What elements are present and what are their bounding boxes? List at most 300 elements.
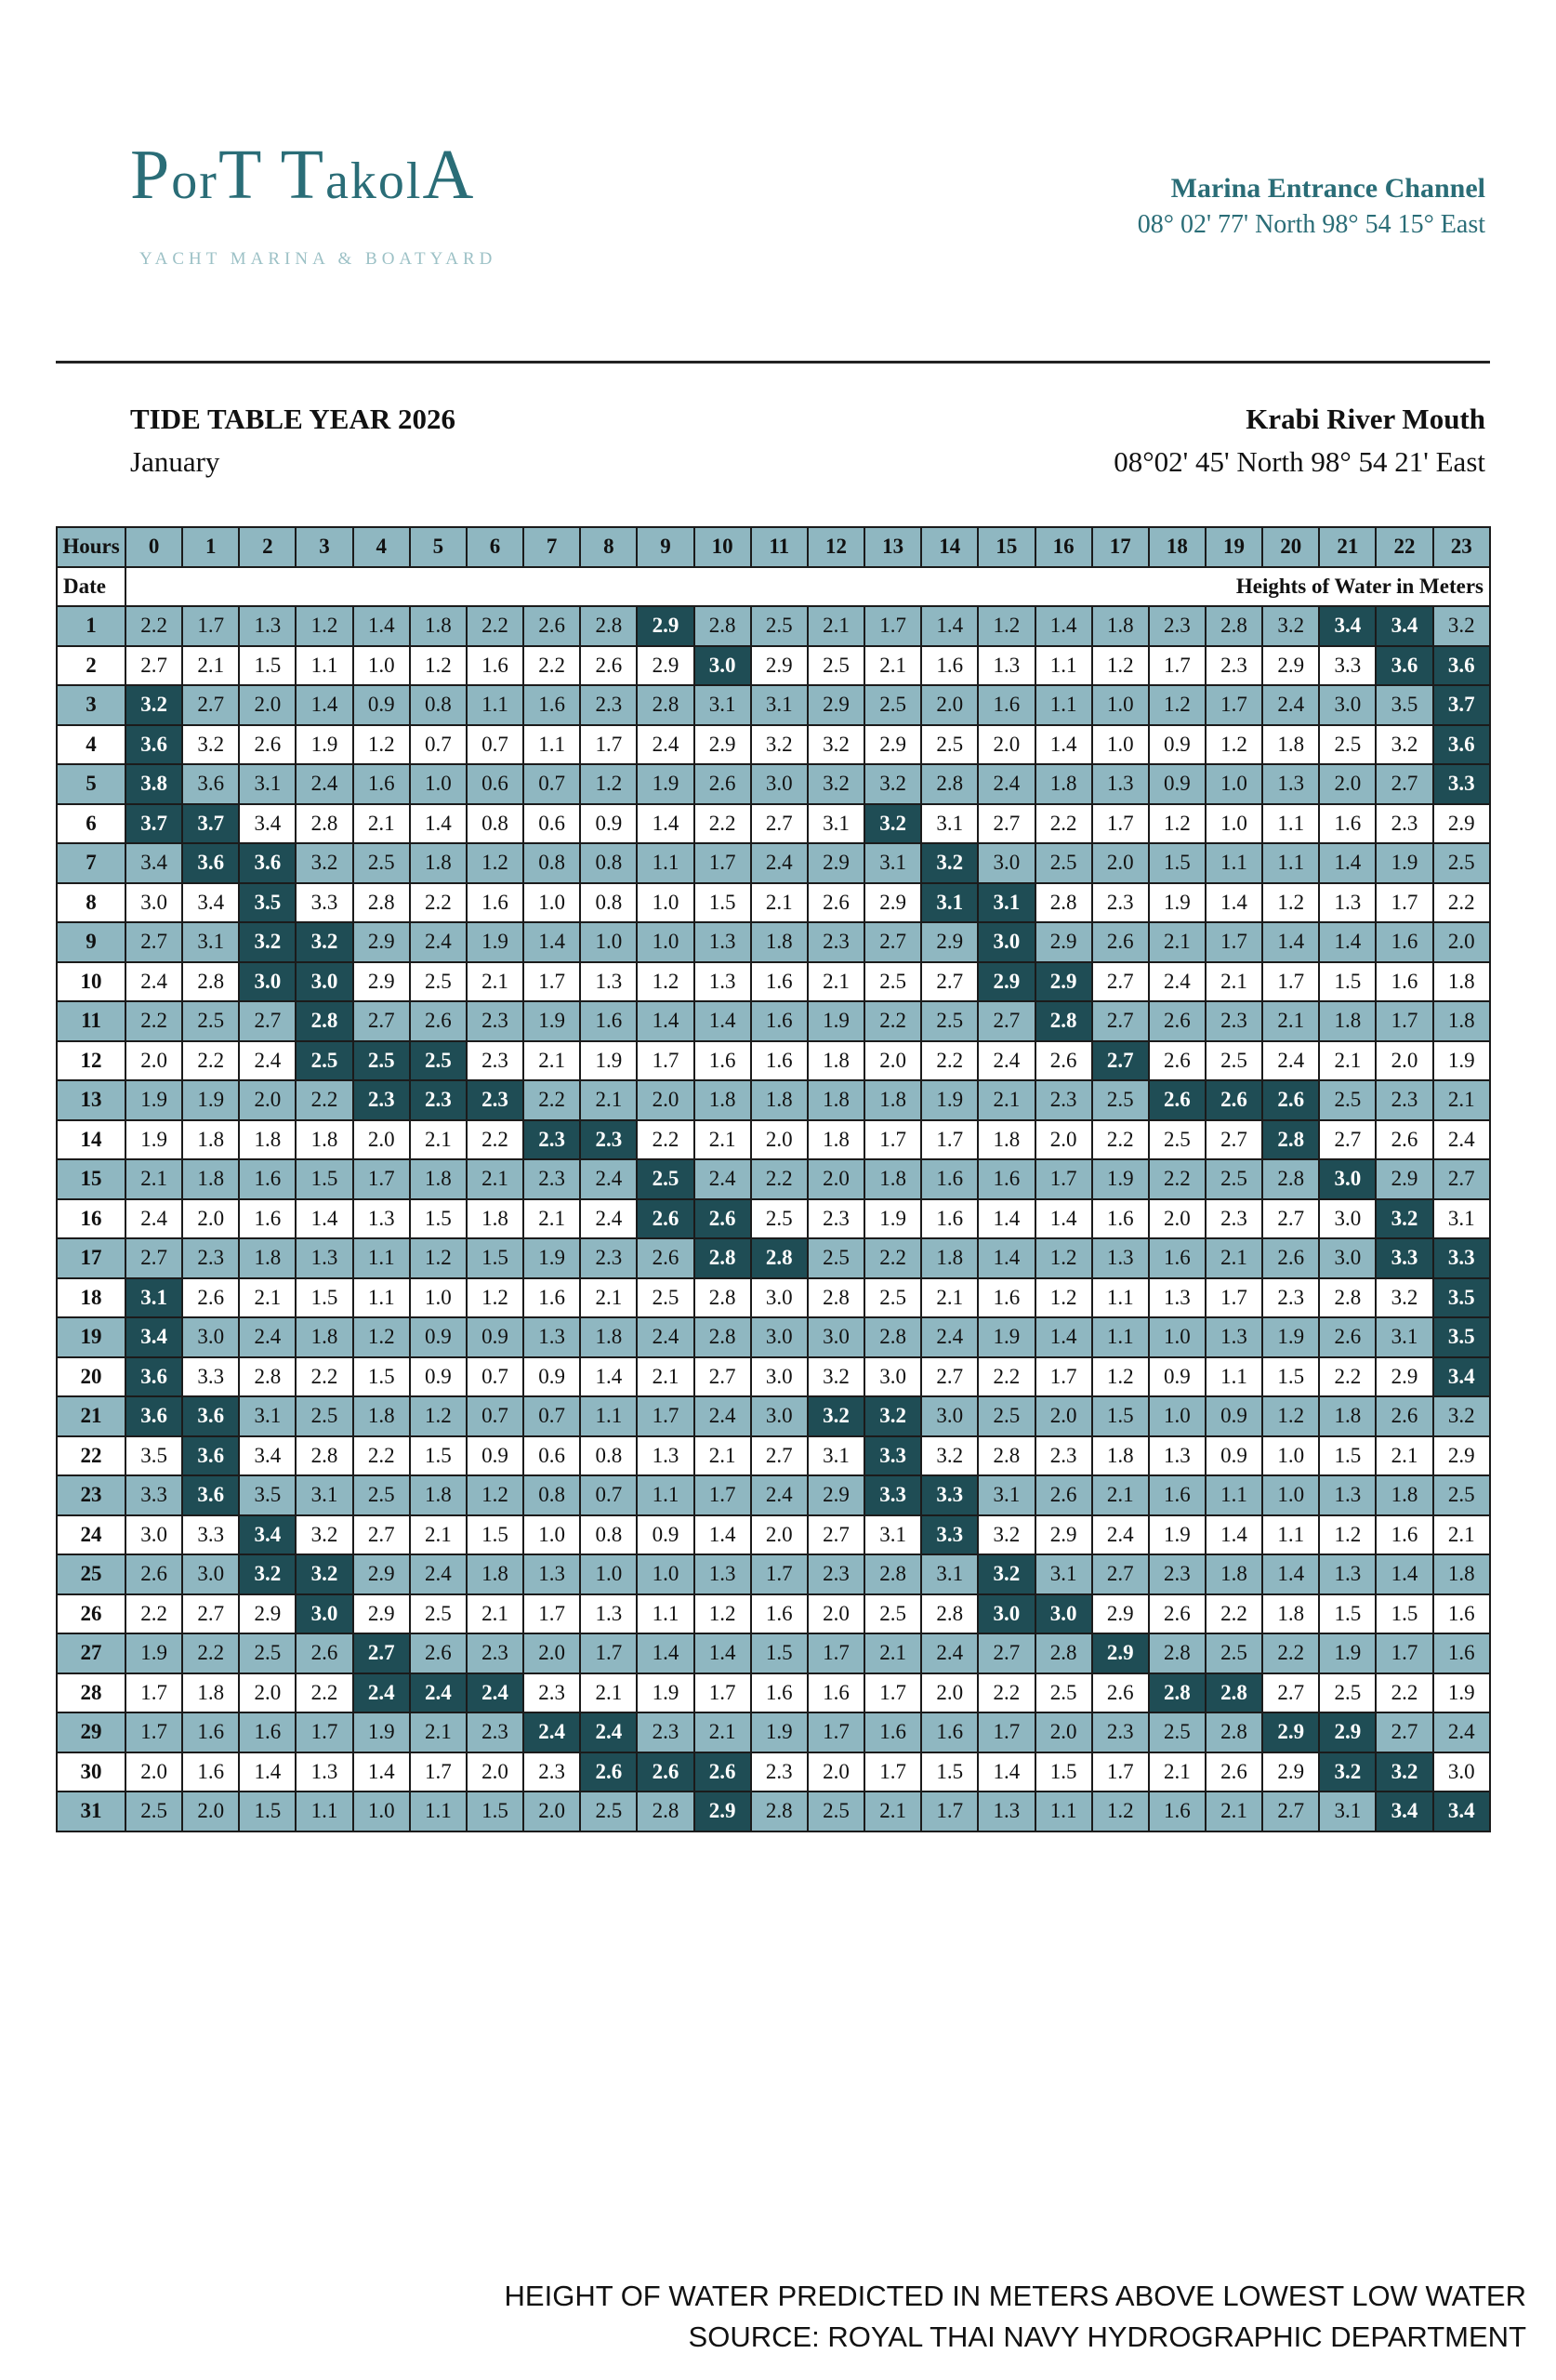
- tide-height-cell: 3.4: [1433, 1792, 1490, 1831]
- tide-height-cell: 3.0: [864, 1357, 921, 1397]
- tide-height-cell: 3.2: [864, 764, 921, 804]
- tide-height-cell: 2.2: [978, 1357, 1035, 1397]
- tide-height-cell: 1.7: [1206, 922, 1262, 962]
- tide-height-cell: 2.1: [523, 1199, 580, 1239]
- tide-height-cell: 2.5: [864, 1594, 921, 1634]
- tide-height-cell: 2.9: [1262, 646, 1319, 686]
- tide-height-cell: 2.9: [1319, 1712, 1376, 1752]
- tide-height-cell: 1.8: [1433, 1554, 1490, 1594]
- date-cell: 27: [57, 1633, 125, 1673]
- tide-height-cell: 2.7: [1376, 1712, 1432, 1752]
- tide-height-cell: 3.2: [978, 1554, 1035, 1594]
- tide-height-cell: 1.6: [1433, 1633, 1490, 1673]
- tide-height-cell: 2.5: [864, 962, 921, 1002]
- table-row: [57, 1120, 1490, 1160]
- tide-height-cell: 2.1: [580, 1278, 637, 1318]
- tide-height-cell: 3.1: [1319, 1792, 1376, 1831]
- tide-height-cell: 2.2: [751, 1159, 808, 1199]
- tide-height-cell: 3.8: [125, 764, 182, 804]
- tide-height-cell: 1.1: [1092, 1278, 1149, 1318]
- tide-height-cell: 3.0: [921, 1396, 978, 1436]
- hour-header: 16: [1035, 527, 1092, 567]
- table-row: [57, 962, 1490, 1002]
- tide-height-cell: 2.1: [864, 1633, 921, 1673]
- tide-height-cell: 2.2: [296, 1673, 352, 1713]
- tide-height-cell: 2.2: [864, 1001, 921, 1041]
- tide-height-cell: 1.2: [1149, 685, 1206, 725]
- tide-height-cell: 1.8: [751, 1080, 808, 1120]
- tide-height-cell: 1.2: [1035, 1238, 1092, 1278]
- tide-height-cell: 1.0: [1149, 1317, 1206, 1357]
- tide-height-cell: 1.1: [296, 646, 352, 686]
- tide-height-cell: 2.2: [523, 646, 580, 686]
- tide-height-cell: 1.7: [1262, 962, 1319, 1002]
- logo-tagline: YACHT MARINA & BOATYARD: [139, 249, 497, 269]
- tide-height-cell: 1.1: [296, 1792, 352, 1831]
- tide-height-cell: 2.4: [978, 764, 1035, 804]
- tide-height-cell: 1.2: [467, 843, 523, 883]
- tide-height-cell: 2.3: [1149, 1554, 1206, 1594]
- tide-height-cell: 2.7: [978, 1633, 1035, 1673]
- tide-height-cell: 2.2: [1149, 1159, 1206, 1199]
- tide-height-cell: 2.9: [808, 685, 864, 725]
- tide-height-cell: 3.0: [182, 1554, 239, 1594]
- tide-height-cell: 1.2: [296, 606, 352, 646]
- table-row: [57, 685, 1490, 725]
- tide-height-cell: 2.7: [1092, 1041, 1149, 1081]
- tide-height-cell: 1.3: [1319, 883, 1376, 923]
- table-row: [57, 1436, 1490, 1476]
- location-block: [1114, 403, 1485, 479]
- tide-height-cell: 1.7: [1206, 1278, 1262, 1318]
- tide-height-cell: 1.8: [296, 1317, 352, 1357]
- tide-height-cell: 2.6: [239, 725, 296, 765]
- tide-height-cell: 2.5: [751, 606, 808, 646]
- tide-height-cell: 1.8: [1092, 606, 1149, 646]
- tide-height-cell: 1.8: [296, 1120, 352, 1160]
- tide-height-cell: 1.7: [808, 1633, 864, 1673]
- tide-height-cell: 2.3: [1262, 1278, 1319, 1318]
- tide-height-cell: 2.6: [580, 1752, 637, 1792]
- tide-height-cell: 2.9: [1035, 922, 1092, 962]
- tide-height-cell: 2.9: [978, 962, 1035, 1002]
- tide-height-cell: 2.1: [410, 1515, 467, 1555]
- table-row: [57, 922, 1490, 962]
- tide-height-cell: 1.6: [921, 1159, 978, 1199]
- hour-header: 10: [694, 527, 751, 567]
- tide-height-cell: 2.4: [523, 1712, 580, 1752]
- tide-height-cell: 2.7: [1092, 1554, 1149, 1594]
- tide-height-cell: 1.7: [694, 1475, 751, 1515]
- tide-height-cell: 2.6: [1035, 1041, 1092, 1081]
- tide-height-cell: 2.6: [1092, 1673, 1149, 1713]
- tide-height-cell: 2.8: [1319, 1278, 1376, 1318]
- tide-height-cell: 1.5: [1319, 962, 1376, 1002]
- tide-height-cell: 2.5: [1035, 1673, 1092, 1713]
- tide-height-cell: 1.7: [694, 1673, 751, 1713]
- tide-height-cell: 1.4: [523, 922, 580, 962]
- tide-height-cell: 2.3: [523, 1159, 580, 1199]
- tide-height-cell: 1.4: [1035, 1199, 1092, 1239]
- tide-height-cell: 2.3: [353, 1080, 410, 1120]
- tide-height-cell: 1.7: [1149, 646, 1206, 686]
- tide-height-cell: 1.6: [751, 962, 808, 1002]
- tide-height-cell: 0.8: [580, 1515, 637, 1555]
- table-row: [57, 1396, 1490, 1436]
- tide-height-cell: 2.9: [864, 883, 921, 923]
- table-row: [57, 1554, 1490, 1594]
- tide-height-cell: 2.0: [1092, 843, 1149, 883]
- tide-height-cell: 2.9: [1433, 1436, 1490, 1476]
- tide-height-cell: 1.4: [239, 1752, 296, 1792]
- tide-height-cell: 1.3: [296, 1752, 352, 1792]
- tide-height-cell: 2.5: [808, 1238, 864, 1278]
- tide-height-cell: 1.6: [751, 1041, 808, 1081]
- tide-height-cell: 2.4: [751, 843, 808, 883]
- tide-height-cell: 3.2: [751, 725, 808, 765]
- tide-height-cell: 1.5: [410, 1436, 467, 1476]
- tide-height-cell: 1.3: [353, 1199, 410, 1239]
- tide-height-cell: 1.4: [921, 606, 978, 646]
- date-cell: 14: [57, 1120, 125, 1160]
- tide-height-cell: 3.1: [978, 883, 1035, 923]
- tide-height-cell: 2.4: [921, 1633, 978, 1673]
- tide-height-cell: 2.3: [523, 1752, 580, 1792]
- tide-height-cell: 2.4: [1433, 1712, 1490, 1752]
- tide-height-cell: 3.4: [239, 804, 296, 844]
- tide-height-cell: 2.7: [978, 804, 1035, 844]
- tide-height-cell: 1.8: [1262, 725, 1319, 765]
- tide-height-cell: 3.0: [751, 764, 808, 804]
- tide-height-cell: 2.1: [1319, 1041, 1376, 1081]
- tide-height-cell: 2.6: [694, 1752, 751, 1792]
- tide-height-cell: 3.2: [1433, 606, 1490, 646]
- tide-height-cell: 1.8: [978, 1120, 1035, 1160]
- tide-height-cell: 1.3: [296, 1238, 352, 1278]
- date-cell: 12: [57, 1041, 125, 1081]
- tide-height-cell: 1.8: [182, 1120, 239, 1160]
- tide-height-cell: 2.1: [467, 1159, 523, 1199]
- hour-header: 9: [637, 527, 693, 567]
- tide-height-cell: 2.5: [353, 1475, 410, 1515]
- tide-height-cell: 2.8: [921, 764, 978, 804]
- tide-height-cell: 1.0: [637, 1554, 693, 1594]
- tide-height-cell: 0.9: [410, 1357, 467, 1397]
- tide-height-cell: 3.1: [1376, 1317, 1432, 1357]
- tide-height-cell: 0.7: [523, 1396, 580, 1436]
- tide-height-cell: 3.0: [978, 922, 1035, 962]
- logo-wordmark: PorT TakolA: [130, 136, 476, 214]
- hour-header: 20: [1262, 527, 1319, 567]
- tide-height-cell: 2.8: [978, 1436, 1035, 1476]
- tide-height-cell: 2.3: [1206, 1199, 1262, 1239]
- table-row: [57, 646, 1490, 686]
- tide-height-cell: 2.0: [921, 685, 978, 725]
- tide-height-cell: 0.7: [467, 1396, 523, 1436]
- tide-height-cell: 2.9: [921, 922, 978, 962]
- tide-height-cell: 3.5: [1433, 1278, 1490, 1318]
- tide-height-cell: 1.7: [1035, 1159, 1092, 1199]
- tide-height-cell: 0.7: [467, 725, 523, 765]
- tide-height-cell: 3.1: [921, 804, 978, 844]
- tide-height-cell: 0.9: [467, 1317, 523, 1357]
- tide-height-cell: 3.0: [751, 1317, 808, 1357]
- tide-height-cell: 2.6: [694, 764, 751, 804]
- tide-height-cell: 2.7: [808, 1515, 864, 1555]
- tide-height-cell: 1.6: [580, 1001, 637, 1041]
- tide-height-cell: 2.6: [1149, 1594, 1206, 1634]
- tide-height-cell: 2.0: [239, 1673, 296, 1713]
- tide-height-cell: 1.6: [239, 1159, 296, 1199]
- tide-height-cell: 2.6: [1206, 1752, 1262, 1792]
- tide-height-cell: 1.6: [523, 685, 580, 725]
- tide-height-cell: 3.2: [808, 764, 864, 804]
- hour-header: 6: [467, 527, 523, 567]
- tide-height-cell: 2.8: [694, 1317, 751, 1357]
- tide-height-cell: 2.5: [580, 1792, 637, 1831]
- tide-height-cell: 3.1: [239, 1396, 296, 1436]
- tide-height-cell: 2.7: [125, 1238, 182, 1278]
- tide-height-cell: 2.2: [1376, 1673, 1432, 1713]
- tide-height-cell: 1.6: [1433, 1594, 1490, 1634]
- tide-height-cell: 2.6: [1149, 1041, 1206, 1081]
- tide-height-cell: 3.1: [182, 922, 239, 962]
- date-cell: 31: [57, 1792, 125, 1831]
- tide-height-cell: 2.8: [182, 962, 239, 1002]
- tide-table: [56, 526, 1491, 1832]
- tide-height-cell: 1.5: [467, 1792, 523, 1831]
- tide-height-cell: 0.9: [353, 685, 410, 725]
- table-row: [57, 1278, 1490, 1318]
- tide-height-cell: 2.1: [694, 1712, 751, 1752]
- tide-height-cell: 2.0: [353, 1120, 410, 1160]
- tide-height-cell: 1.7: [864, 1752, 921, 1792]
- tide-height-cell: 2.0: [1035, 1120, 1092, 1160]
- tide-height-cell: 2.0: [182, 1792, 239, 1831]
- tide-height-cell: 1.2: [1262, 883, 1319, 923]
- tide-height-cell: 0.9: [1149, 764, 1206, 804]
- tide-height-cell: 1.3: [1206, 1317, 1262, 1357]
- tide-height-cell: 1.7: [808, 1712, 864, 1752]
- tide-height-cell: 0.6: [523, 1436, 580, 1476]
- tide-height-cell: 2.5: [751, 1199, 808, 1239]
- tide-height-cell: 2.6: [296, 1633, 352, 1673]
- tide-height-cell: 2.6: [637, 1238, 693, 1278]
- tide-height-cell: 3.5: [1376, 685, 1432, 725]
- tide-height-cell: 1.5: [694, 883, 751, 923]
- tide-height-cell: 2.1: [1376, 1436, 1432, 1476]
- tide-height-cell: 3.4: [239, 1436, 296, 1476]
- tide-height-cell: 1.9: [523, 1238, 580, 1278]
- tide-height-cell: 3.2: [808, 1357, 864, 1397]
- hour-header: 0: [125, 527, 182, 567]
- tide-height-cell: 2.6: [1262, 1080, 1319, 1120]
- tide-height-cell: 1.4: [353, 606, 410, 646]
- tide-height-cell: 3.2: [864, 804, 921, 844]
- tide-height-cell: 1.4: [296, 1199, 352, 1239]
- tide-height-cell: 2.7: [125, 922, 182, 962]
- tide-height-cell: 2.2: [353, 1436, 410, 1476]
- tide-height-cell: 2.1: [182, 646, 239, 686]
- table-row: [57, 1673, 1490, 1713]
- tide-height-cell: 1.1: [467, 685, 523, 725]
- date-cell: 4: [57, 725, 125, 765]
- tide-height-cell: 2.8: [1262, 1120, 1319, 1160]
- tide-height-cell: 3.0: [978, 1594, 1035, 1634]
- tide-height-cell: 3.0: [1035, 1594, 1092, 1634]
- tide-height-cell: 1.7: [523, 962, 580, 1002]
- tide-height-cell: 1.0: [410, 1278, 467, 1318]
- tide-height-cell: 1.7: [296, 1712, 352, 1752]
- tide-height-cell: 3.0: [1319, 1238, 1376, 1278]
- tide-height-cell: 1.4: [1035, 606, 1092, 646]
- tide-height-cell: 3.0: [751, 1396, 808, 1436]
- tide-height-cell: 2.7: [921, 1357, 978, 1397]
- tide-height-cell: 2.2: [467, 606, 523, 646]
- tide-height-cell: 1.3: [239, 606, 296, 646]
- tide-height-cell: 1.6: [523, 1278, 580, 1318]
- tide-height-cell: 3.0: [1319, 1159, 1376, 1199]
- tide-height-cell: 1.4: [1376, 1554, 1432, 1594]
- tide-height-cell: 1.2: [467, 1475, 523, 1515]
- tide-height-cell: 2.1: [1092, 1475, 1149, 1515]
- tide-height-cell: 2.9: [1035, 962, 1092, 1002]
- tide-height-cell: 3.0: [125, 1515, 182, 1555]
- table-title-block: [130, 403, 455, 479]
- tide-height-cell: 1.8: [182, 1159, 239, 1199]
- tide-height-cell: 2.5: [410, 962, 467, 1002]
- tide-height-cell: 2.2: [1262, 1633, 1319, 1673]
- tide-height-cell: 2.1: [410, 1712, 467, 1752]
- tide-height-cell: 2.1: [1149, 922, 1206, 962]
- tide-body: [57, 606, 1490, 1831]
- tide-height-cell: 1.2: [1206, 725, 1262, 765]
- tide-height-cell: 3.2: [296, 843, 352, 883]
- tide-height-cell: 1.1: [523, 725, 580, 765]
- tide-height-cell: 2.4: [1262, 685, 1319, 725]
- tide-height-cell: 2.0: [1319, 764, 1376, 804]
- tide-height-cell: 1.6: [978, 1278, 1035, 1318]
- tide-height-cell: 2.5: [1433, 1475, 1490, 1515]
- tide-height-cell: 2.5: [808, 646, 864, 686]
- tide-height-cell: 1.2: [637, 962, 693, 1002]
- tide-height-cell: 3.1: [296, 1475, 352, 1515]
- tide-height-cell: 1.7: [864, 1673, 921, 1713]
- tide-height-cell: 1.4: [1262, 922, 1319, 962]
- tide-height-cell: 3.4: [239, 1515, 296, 1555]
- location-name: Krabi River Mouth: [1246, 403, 1485, 435]
- tide-height-cell: 2.1: [410, 1120, 467, 1160]
- hour-header: 21: [1319, 527, 1376, 567]
- tide-height-cell: 2.8: [1035, 1633, 1092, 1673]
- tide-height-cell: 2.9: [1092, 1633, 1149, 1673]
- tide-height-cell: 0.9: [580, 804, 637, 844]
- table-row: [57, 1712, 1490, 1752]
- date-cell: 16: [57, 1199, 125, 1239]
- hour-header: 7: [523, 527, 580, 567]
- tide-height-cell: 2.1: [239, 1278, 296, 1318]
- tide-height-cell: 2.9: [353, 1594, 410, 1634]
- tide-height-cell: 2.9: [808, 843, 864, 883]
- tide-height-cell: 2.8: [580, 606, 637, 646]
- tide-height-cell: 3.6: [1376, 646, 1432, 686]
- tide-height-cell: 1.8: [239, 1120, 296, 1160]
- tide-height-cell: 1.3: [1262, 764, 1319, 804]
- tide-height-cell: 2.7: [353, 1633, 410, 1673]
- tide-height-cell: 1.0: [353, 646, 410, 686]
- tide-height-cell: 1.8: [410, 1159, 467, 1199]
- tide-height-cell: 1.7: [353, 1159, 410, 1199]
- tide-height-cell: 2.4: [694, 1396, 751, 1436]
- tide-height-cell: 2.8: [751, 1792, 808, 1831]
- tide-height-cell: 2.9: [1092, 1594, 1149, 1634]
- tide-height-cell: 1.3: [1092, 1238, 1149, 1278]
- tide-height-cell: 1.3: [523, 1554, 580, 1594]
- tide-height-cell: 0.8: [523, 1475, 580, 1515]
- table-row: [57, 1792, 1490, 1831]
- tide-height-cell: 1.6: [1376, 1515, 1432, 1555]
- tide-height-cell: 1.1: [1262, 843, 1319, 883]
- tide-height-cell: 1.3: [580, 962, 637, 1002]
- tide-height-cell: 2.2: [467, 1120, 523, 1160]
- tide-height-cell: 2.4: [467, 1673, 523, 1713]
- tide-height-cell: 2.4: [637, 725, 693, 765]
- tide-height-cell: 0.6: [523, 804, 580, 844]
- tide-height-cell: 2.3: [467, 1041, 523, 1081]
- tide-height-cell: 3.5: [125, 1436, 182, 1476]
- table-row: [57, 883, 1490, 923]
- tide-height-cell: 2.1: [1433, 1515, 1490, 1555]
- tide-height-cell: 1.4: [694, 1001, 751, 1041]
- tide-height-cell: 1.5: [410, 1199, 467, 1239]
- tide-height-cell: 1.8: [239, 1238, 296, 1278]
- tide-height-cell: 1.3: [637, 1436, 693, 1476]
- tide-height-cell: 2.7: [1092, 1001, 1149, 1041]
- tide-height-cell: 2.3: [1376, 804, 1432, 844]
- tide-height-cell: 2.6: [1376, 1120, 1432, 1160]
- tide-height-cell: 1.7: [1092, 804, 1149, 844]
- tide-height-cell: 2.4: [580, 1199, 637, 1239]
- date-cell: 22: [57, 1436, 125, 1476]
- tide-height-cell: 3.2: [239, 1554, 296, 1594]
- tide-height-cell: 1.4: [637, 804, 693, 844]
- date-cell: 28: [57, 1673, 125, 1713]
- tide-height-cell: 1.2: [1092, 1792, 1149, 1831]
- hour-header: 4: [353, 527, 410, 567]
- tide-height-cell: 1.9: [921, 1080, 978, 1120]
- tide-height-cell: 2.5: [921, 725, 978, 765]
- tide-height-cell: 2.8: [694, 1238, 751, 1278]
- tide-height-cell: 1.7: [978, 1712, 1035, 1752]
- tide-height-cell: 2.9: [637, 646, 693, 686]
- tide-height-cell: 1.6: [921, 1199, 978, 1239]
- tide-height-cell: 2.1: [1149, 1752, 1206, 1792]
- tide-height-cell: 1.0: [1092, 685, 1149, 725]
- tide-height-cell: 2.6: [410, 1001, 467, 1041]
- tide-height-cell: 2.3: [523, 1120, 580, 1160]
- unit-label: Heights of Water in Meters: [125, 567, 1490, 607]
- tide-height-cell: 3.0: [182, 1317, 239, 1357]
- tide-height-cell: 1.9: [523, 1001, 580, 1041]
- date-cell: 24: [57, 1515, 125, 1555]
- tide-height-cell: 1.5: [467, 1238, 523, 1278]
- hour-header: 12: [808, 527, 864, 567]
- tide-height-cell: 3.6: [1433, 646, 1490, 686]
- tide-height-cell: 2.1: [921, 1278, 978, 1318]
- tide-height-cell: 1.4: [694, 1633, 751, 1673]
- tide-height-cell: 1.7: [921, 1120, 978, 1160]
- footer-line-2: SOURCE: ROYAL THAI NAVY HYDROGRAPHIC DEPARTMENT: [688, 2320, 1526, 2353]
